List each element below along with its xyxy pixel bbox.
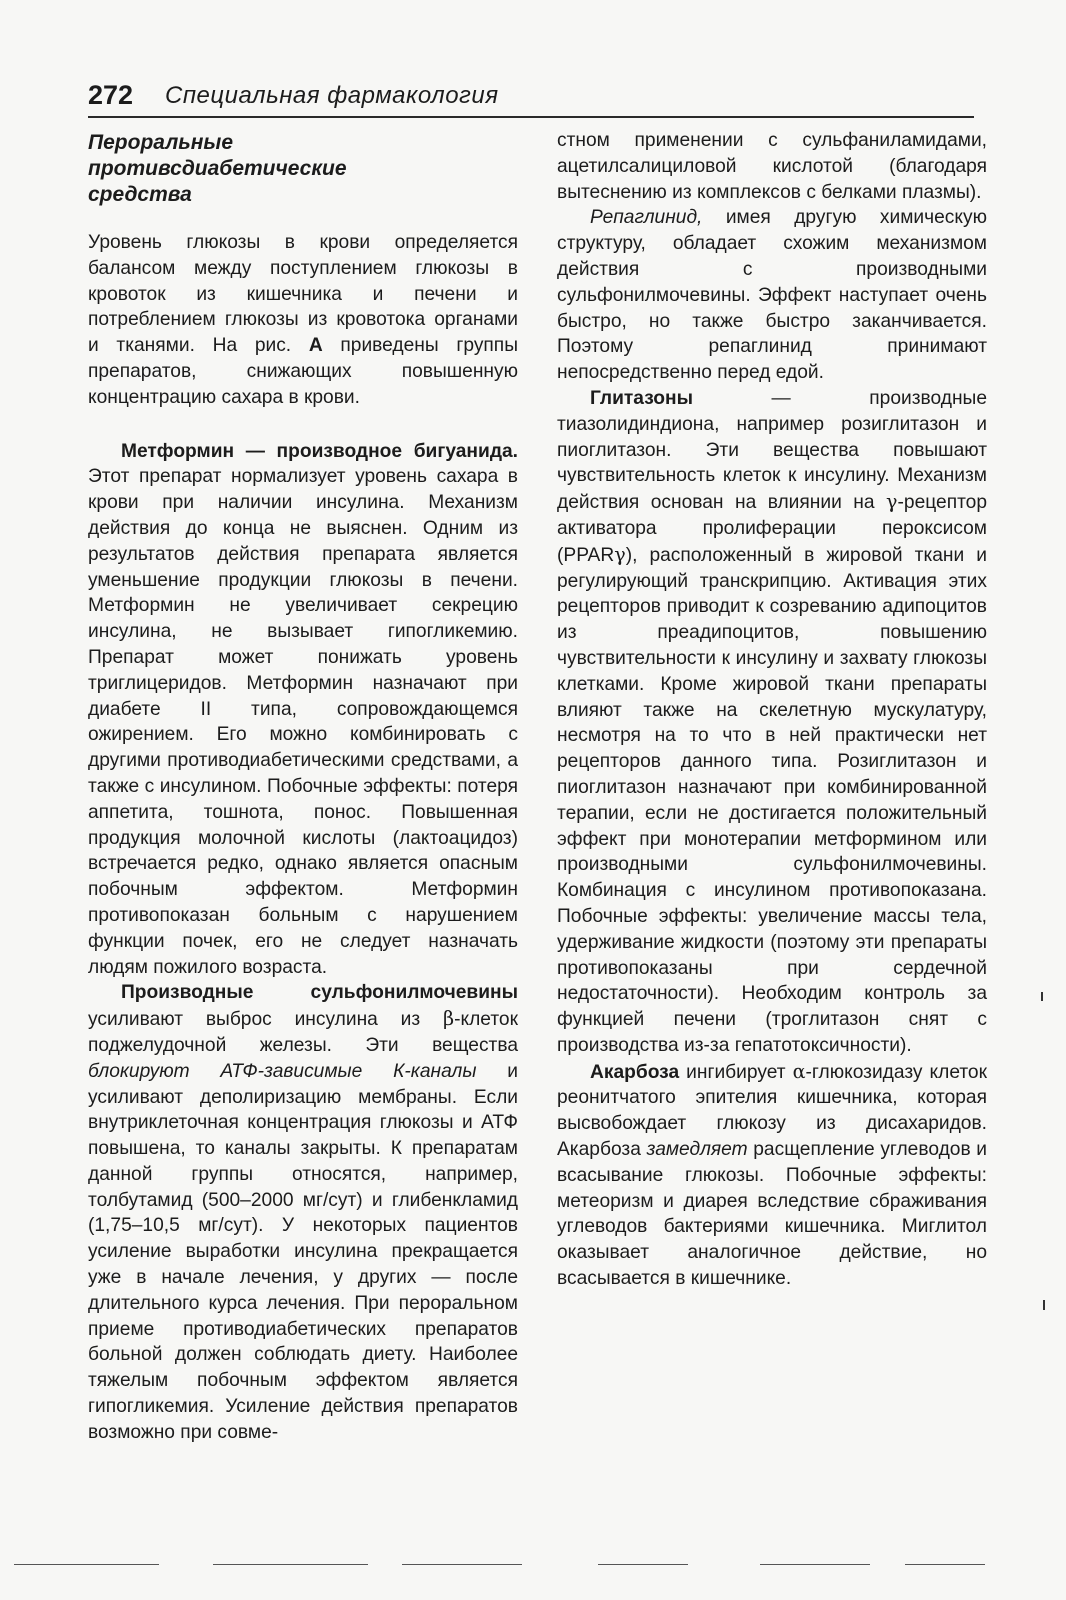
continuation-text: стном применении с сульфаниламидами, ацетилсалициловой кислотой (благодаря вытеснению из комплексов с белками плазмы). xyxy=(557,130,987,203)
footer-rule xyxy=(402,1564,522,1565)
repaglinide-term: Репаглинид, xyxy=(590,207,703,229)
glitazones-text-3: ), расположенный в жировой ткани и регулирующий транскрипцию. Активация этих рецепторов приводит к созреванию адипоцитов из преадипоцитов, повышению чувствительности к инсулину и захвату глюкозы клетками. Кроме жировой ткани препараты влияют также на скелетную мускулатуру, несмотря на то что в ней практически нет рецепторов данного типа. Розиглитазон и пиоглитазон назначают при комбинированной терапии, если не достигается положительный эффект при монотерапии метформином или производными сульфонилмочевины. Комбинация с инсулином противопоказана. Побочные эффекты: увеличение массы тела, удерживание жидкости (поэтому эти препараты противопоказаны при сердечной недостаточности). Необходим контроль за функцией печени (троглитазон снят с производства из-за гепатотоксичности). xyxy=(557,544,987,1056)
sulfonylurea-emphasis: блокируют АТФ-зависимые К-каналы xyxy=(88,1060,477,1082)
footer-rule xyxy=(14,1564,159,1565)
repaglinide-text: имея другую химическую структуру, обладает схожим механизмом действия с производными сульфонилмочевины. Эффект наступает очень быстро, но также быстро заканчивается. Поэтому репаглинид принимают непосредственно перед едой. xyxy=(557,207,987,384)
glitazones-text-1: — производные тиазолидиндиона, например розиглитазон и пиоглитазон. Эти вещества повышают чувствительность клеток к инсулину. Механизм действия основан на влиянии на xyxy=(557,387,987,514)
intro-text-1: Уровень глюкозы в крови определяется балансом между поступлением глюкозы в кровоток из кишечника и печени и потреблением глюкозы из кровотока органами и тканями. На рис. xyxy=(88,232,518,357)
sulfonylurea-paragraph xyxy=(88,980,518,1445)
metformin-term: Метформин — производное бигуанида. xyxy=(121,440,518,462)
acarbose-paragraph xyxy=(557,1059,987,1292)
acarbose-term: Акарбоза xyxy=(590,1061,680,1083)
continuation-paragraph xyxy=(557,128,987,205)
acarbose-text-2: -глюкозидазу клеток реонитчатого эпителия кишечника, которая высвобождает глюкозу из дисахаридов. Акарбоза xyxy=(557,1061,987,1161)
figure-reference: А xyxy=(308,335,323,357)
glitazones-term: Глитазоны xyxy=(590,387,693,409)
sulfonylurea-text-2: -клеток поджелудочной железы. Эти вещества xyxy=(88,1009,518,1056)
sulfonylurea-text-1: усиливают выброс инсулина из xyxy=(88,1009,421,1031)
metformin-paragraph xyxy=(88,439,518,981)
section-title-line-3: средства xyxy=(88,183,192,206)
metformin-text: Этот препарат нормализует уровень сахара в крови при наличии инсулина. Механизм действия до конца не выяснен. Одним из результатов действия препарата является уменьшение продукции глюкозы в печени. Метформин не увеличивает секрецию инсулина, не вызывает гипогликемию. Препарат может понижать уровень триглицеридов. Метформин назначают при диабете II типа, сопровождающемся ожирением. Его можно комбинировать с другими противодиабетическими средствами, а также с инсулином. Побочные эффекты: потеря аппетита, тошнота, понос. Повышенная продукция молочной кислоты (лактоацидоз) встречается редко, однако является опасным побочным эффектом. Метформин противопоказан больным с нарушением функции почек, его не следует назначать людям пожилого возраста. xyxy=(88,466,518,978)
footer-rule xyxy=(905,1564,985,1565)
gamma-symbol-2: γ xyxy=(614,542,626,566)
acarbose-text-3: расщепление углеводов и всасывание глюкозы. Побочные эффекты: метеоризм и диарея вследствие сбраживания углеводов бактериями кишечника. Миглитол оказывает аналогичное действие, но всасывается в кишечнике. xyxy=(557,1139,987,1290)
right-column xyxy=(557,128,987,1292)
sulfonylurea-text-3: и усиливают деполиризацию мембраны. Если внутриклеточная концентрация глюкозы и АТФ повышена, то каналы закрыты. К препаратам данной группы относятся, например, толбутамид (500–2000 мг/сут) и глибенкламид (1,75–10,5 мг/сут). У некоторых пациентов усиление выработки инсулина прекращается уже в начале лечения, у других — после длительного курса лечения. При пероральном приеме противодиабетических препаратов больной должен соблюдать диету. Наиболее тяжелым побочным эффектом является гипогликемия. Усиление действия препаратов возможно при совме- xyxy=(88,1060,518,1443)
beta-symbol: β xyxy=(443,1007,455,1031)
glitazones-text-2: -рецептор активатора пролиферации пероксисом (PPAR xyxy=(557,492,987,566)
intro-paragraph xyxy=(88,230,518,411)
section-title-line-2: противсдиабетические xyxy=(88,157,347,180)
footer-rule xyxy=(213,1564,368,1565)
alpha-symbol: α xyxy=(792,1059,806,1083)
scan-mark xyxy=(1043,1300,1045,1310)
section-title xyxy=(88,130,518,208)
gamma-symbol: γ xyxy=(886,490,898,514)
running-header xyxy=(88,78,974,118)
acarbose-emphasis: замедляет xyxy=(646,1139,748,1161)
footer-rule xyxy=(760,1564,870,1565)
running-title: Специальная фармакология xyxy=(165,82,499,109)
left-column xyxy=(88,128,518,1446)
page-number: 272 xyxy=(88,80,134,110)
section-title-line-1: Пероральные xyxy=(88,131,234,154)
repaglinide-paragraph xyxy=(557,205,987,386)
acarbose-text-1: ингибирует xyxy=(686,1061,786,1083)
intro-text-2: приведены группы препаратов, снижающих повышенную концентрацию сахара в крови. xyxy=(88,335,518,408)
sulfonylurea-term: Производные сульфонилмочевины xyxy=(121,982,518,1004)
footer-rule xyxy=(598,1564,688,1565)
scan-mark xyxy=(1041,992,1043,1001)
glitazones-paragraph xyxy=(557,386,987,1059)
